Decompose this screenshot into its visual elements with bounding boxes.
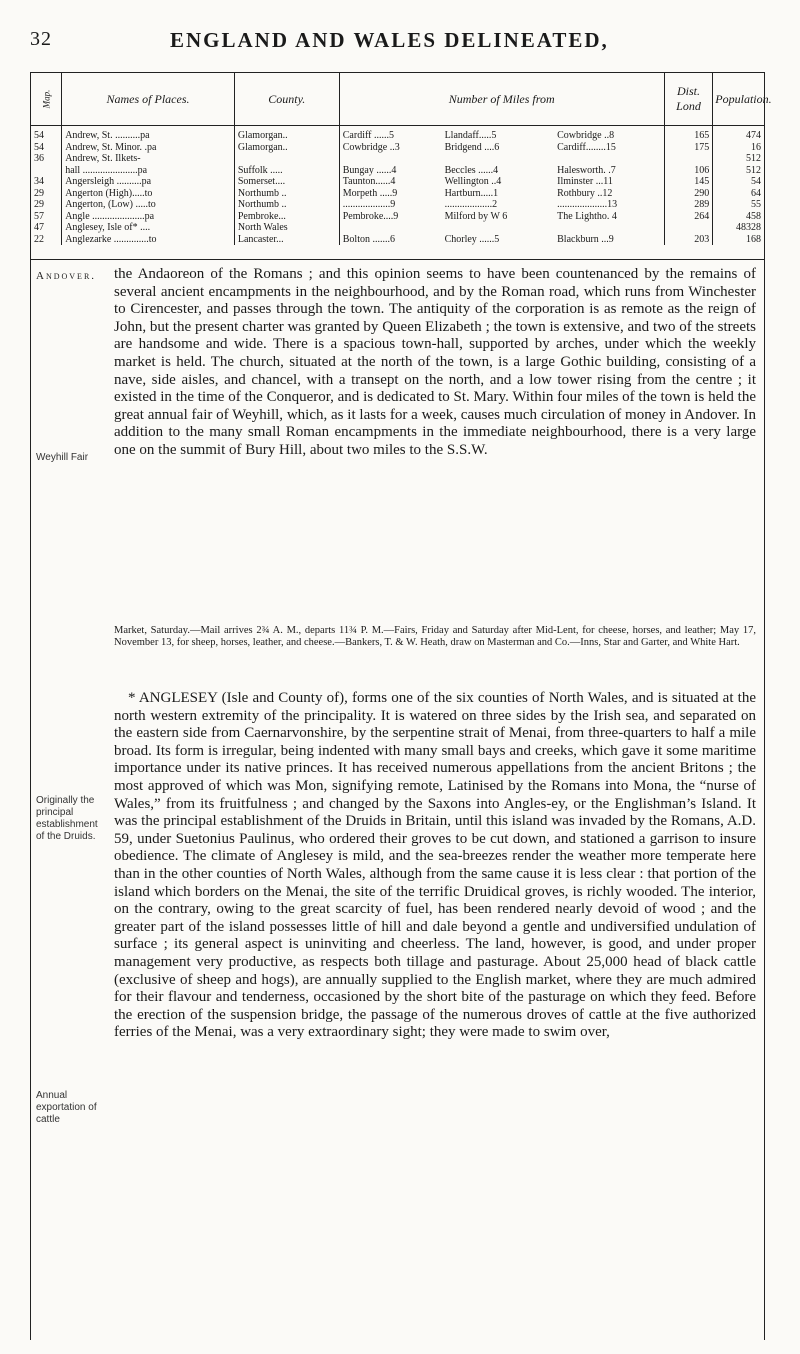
cell-c2: Llandaff.....5 bbox=[444, 130, 497, 141]
cell-map: 47 bbox=[34, 222, 44, 233]
cell-c1: Cowbridge ..3 bbox=[339, 142, 441, 154]
running-title: ENGLAND AND WALES DELINEATED, bbox=[170, 28, 609, 52]
table-row bbox=[31, 199, 764, 211]
cell-c3: Rothbury ..12 bbox=[557, 187, 613, 199]
section-label-andover: Andover. bbox=[36, 270, 97, 282]
cell-dist: 290 bbox=[664, 188, 713, 200]
anglesey-paragraph: * ANGLESEY (Isle and County of), forms one of the six counties of North Wales, and is situated at the north western extremity of the principality. It is watered on three sides by the Irish sea, and separated on the eastern side from Caernarvonshire, by the serpentine strait of Menai, from three-quarters to half a mile broad. Its form is irregular, being indented with many small bays and creeks, which gave it some maritime importance under its native princes. It has received numerous appellations from the ancient Britons ; the most approved of which was Mon, signifying remote, Latinised by the Romans into Mona, the “nurse of Wales,” from its fruitfulness ; and changed by the Saxons into Angles-ey, or the Englishman’s Island. It was the principal establishment of the Druids in Britain, until this island was invaded by the Romans, A.D. 59, under Suetonius Paulinus, who ordered their groves to be cut down, and stationed a garrison to insure obedience. The climate of Anglesey is mild, and the sea-breezes render the weather more temperate here than in the other counties of North Wales, although from the same cause it is less clear : that portion of the island which borders on the Menai, the site of the terrific Druidical groves, is richly wooded. The interior, on the contrary, owing to the great scarcity of fuel, has been rendered nearly devoid of wood ; and the greater part of the island possesses little of hill and dale beyond a gentle and undiversified undulation of surface ; its general aspect is uninviting and cheerless. The land, however, is good, and under proper management very productive, as respects both tillage and pasturage. About 25,000 head of black cattle (exclusive of sheep and hogs), are annually supplied to the English market, where they are much admired for their flavour and tenderness, occasioned by the short bite of the pasturage on which they feed. Before the erection of the suspension bridge, the passage of the numerous droves of cattle at the five authorized ferries of the Menai, was a very extraordinary sight; they were made to swim over, bbox=[114, 690, 756, 1041]
page-number: 32 bbox=[30, 28, 52, 50]
cell-county bbox=[234, 153, 339, 165]
table-row bbox=[31, 234, 764, 246]
cell-name: Andrew, St. Minor. .pa bbox=[62, 142, 235, 154]
cell-c2: Wellington ..4 bbox=[444, 176, 502, 187]
cell-name: Anglezarke ..............to bbox=[62, 234, 235, 246]
table-row bbox=[31, 153, 764, 165]
margin-note-druids: Originally the principal establishment of the Druids. bbox=[36, 795, 98, 842]
cell-c3 bbox=[554, 222, 664, 234]
cell-pop: 474 bbox=[713, 126, 764, 142]
cell-map: 22 bbox=[34, 233, 44, 245]
margin-note-cattle: Annual exportation of cattle bbox=[36, 1090, 97, 1125]
cell-map: 29 bbox=[34, 187, 44, 199]
cell-county: Northumb .. bbox=[234, 188, 339, 200]
cell-c3: Halesworth. .7 bbox=[557, 164, 616, 176]
cell-pop: 54 bbox=[713, 176, 764, 188]
cell-c1: Morpeth .....9 bbox=[339, 188, 441, 200]
cell-dist bbox=[664, 153, 713, 165]
table-row bbox=[31, 222, 764, 234]
cell-pop: 48328 bbox=[713, 222, 764, 234]
cell-c2: Chorley ......5 bbox=[444, 233, 500, 245]
cell-c1: Taunton......4 bbox=[339, 176, 441, 188]
cell-c2: ...................2 bbox=[444, 199, 498, 210]
cell-c1: Cardiff ......5 bbox=[339, 126, 441, 142]
table-row bbox=[31, 126, 764, 142]
margin-note-weyhill: Weyhill Fair bbox=[36, 452, 89, 463]
cell-dist: 145 bbox=[664, 176, 713, 188]
cell-map: 54 bbox=[34, 141, 44, 153]
cell-county: Glamorgan.. bbox=[234, 142, 339, 154]
cell-map: 36 bbox=[34, 153, 44, 164]
cell-name: Anglesey, Isle of* .... bbox=[62, 222, 235, 234]
gazetteer-table bbox=[30, 72, 772, 260]
cell-c1: Pembroke....9 bbox=[339, 211, 441, 223]
cell-c1: ...................9 bbox=[339, 199, 441, 211]
cell-c3: The Lightho. 4 bbox=[557, 210, 617, 222]
cell-county: Suffolk ..... bbox=[234, 165, 339, 177]
cell-map: 34 bbox=[34, 176, 44, 187]
cell-name: Angerton (High).....to bbox=[62, 188, 235, 200]
cell-county: North Wales bbox=[234, 222, 339, 234]
cell-map: 29 bbox=[34, 199, 44, 210]
cell-pop: 458 bbox=[713, 211, 764, 223]
cell-county: Northumb .. bbox=[234, 199, 339, 211]
table-row bbox=[31, 211, 764, 223]
cell-c3 bbox=[554, 153, 664, 165]
cell-county: Lancaster... bbox=[234, 234, 339, 246]
cell-dist: 106 bbox=[664, 165, 713, 177]
header-dist-lond: Dist. Lond bbox=[664, 73, 713, 126]
cell-pop: 55 bbox=[713, 199, 764, 211]
cell-map: 57 bbox=[34, 210, 44, 222]
cell-name: Angerton, (Low) .....to bbox=[62, 199, 235, 211]
cell-name: Andrew, St. Ilkets- bbox=[62, 153, 235, 165]
cell-dist bbox=[664, 222, 713, 234]
cell-pop: 64 bbox=[713, 188, 764, 200]
header-miles-from: Number of Miles from bbox=[339, 73, 664, 126]
cell-name: Angle .....................pa bbox=[62, 211, 235, 223]
cell-pop: 512 bbox=[713, 153, 764, 165]
cell-pop: 16 bbox=[713, 142, 764, 154]
cell-name: Andrew, St. ..........pa bbox=[62, 126, 235, 142]
cell-c1 bbox=[339, 153, 441, 165]
header-names: Names of Places. bbox=[62, 73, 235, 126]
cell-county: Glamorgan.. bbox=[234, 126, 339, 142]
cell-dist: 289 bbox=[664, 199, 713, 211]
cell-c2: Bridgend ....6 bbox=[444, 141, 500, 153]
cell-county: Pembroke... bbox=[234, 211, 339, 223]
cell-c1 bbox=[339, 222, 441, 234]
cell-name: hall ......................pa bbox=[62, 165, 235, 177]
cell-c2 bbox=[442, 153, 555, 165]
cell-c2: Beccles ......4 bbox=[444, 164, 499, 176]
cell-dist: 165 bbox=[664, 126, 713, 142]
cell-c3: Cardiff........15 bbox=[557, 141, 616, 153]
andover-paragraph: the Andaoreon of the Romans ; and this opinion seems to have been countenanced by the remains of several ancient encampments in the neighbourhood, and by the Roman road, which runs from Winchester to Cirencester, and passes through the town. The antiquity of the corporation is as remote as the reign of John, but the present charter was granted by Queen Elizabeth ; the town is extensive, and two of the streets are handsome and wide. There is a spacious town-hall, supported by arches, under which the weekly market is held. The church, situated at the north of the town, is a large Gothic building, consisting of a nave, side aisles, and chancel, with a transept on the north, and a low tower rising from the centre ; it existed in the time of the Conqueror, and is dedicated to St. Mary. Within four miles of the town is held the great annual fair of Weyhill, which, as it lasts for a week, causes much circulation of money in Andover. In addition to the many small Roman encampments in the immediate neighbourhood, there is a very large one on the summit of Bury Hill, about two miles to the S.S.W. bbox=[114, 266, 756, 458]
andover-market-note: Market, Saturday.—Mail arrives 2¾ A. M., departs 11¾ P. M.—Fairs, Friday and Saturday after Mid-Lent, for cheese, horses, and leather; May 17, November 13, for sheep, horses, leather, and cheese.—Bankers, T. & W. Heath, draw on Masterman and Co.—Inns, Star and Garter, and White Hart. bbox=[114, 625, 756, 648]
cell-c3: ....................13 bbox=[557, 199, 618, 210]
header-population: Population. bbox=[713, 73, 764, 126]
table-row bbox=[31, 188, 764, 200]
table-row bbox=[31, 142, 764, 154]
cell-map: 54 bbox=[34, 130, 44, 141]
cell-dist: 203 bbox=[664, 234, 713, 246]
cell-c1: Bungay ......4 bbox=[339, 165, 441, 177]
cell-c2: Hartburn.....1 bbox=[444, 187, 499, 199]
cell-c3: Cowbridge ..8 bbox=[557, 130, 615, 141]
cell-map bbox=[31, 165, 62, 177]
header-county: County. bbox=[234, 73, 339, 126]
table-row bbox=[31, 176, 764, 188]
cell-dist: 264 bbox=[664, 211, 713, 223]
cell-c3: Ilminster ...11 bbox=[557, 176, 613, 187]
cell-c3: Blackburn ...9 bbox=[557, 233, 614, 245]
cell-name: Angersleigh ..........pa bbox=[62, 176, 235, 188]
cell-c2 bbox=[442, 222, 555, 234]
cell-pop: 168 bbox=[713, 234, 764, 246]
cell-pop: 512 bbox=[713, 165, 764, 177]
cell-county: Somerset.... bbox=[234, 176, 339, 188]
cell-c1: Bolton .......6 bbox=[339, 234, 441, 246]
table-row bbox=[31, 165, 764, 177]
cell-dist: 175 bbox=[664, 142, 713, 154]
header-map: Map. bbox=[31, 73, 62, 126]
cell-c2: Milford by W 6 bbox=[444, 210, 508, 222]
